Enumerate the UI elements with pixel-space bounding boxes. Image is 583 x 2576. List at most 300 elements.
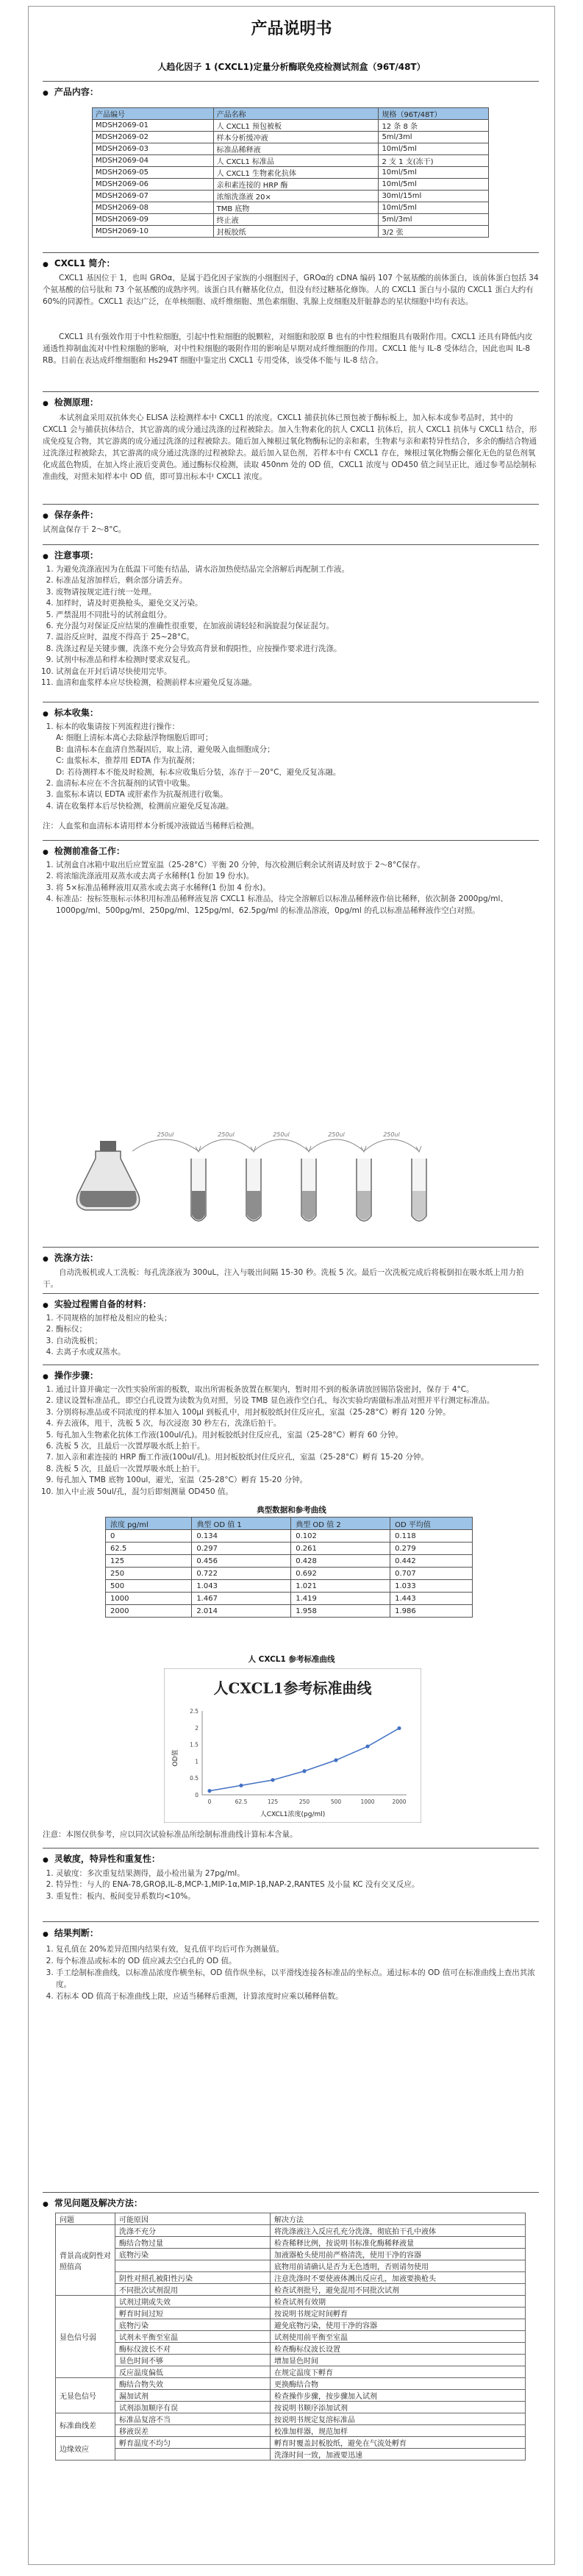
table-cell: 漏加试剂 [115, 2390, 271, 2402]
data-point [334, 1758, 337, 1762]
table-row [93, 132, 489, 143]
section-title: 实验过程需自备的材料： [54, 1299, 151, 1309]
list-item: 2. 每个标准品或标本的 OD 值应减去空白孔的 OD 值。 [56, 1955, 541, 1967]
table-cell: 试剂添加顺序有误 [115, 2402, 271, 2413]
table-cell: 试剂使用前平衡至室温 [271, 2331, 526, 2343]
chart-caption: 人 CXCL1 参考标准曲线 [248, 1655, 335, 1664]
y-tick-label: 1 [195, 1758, 198, 1765]
table-cell: 酶标仪波长不对 [115, 2343, 271, 2355]
table-cell: 0.722 [192, 1568, 291, 1580]
faq-problem-cell: 显色信号弱 [56, 2296, 115, 2378]
table-cell: 10ml/5ml [379, 167, 489, 179]
list-item: 6. 充分混匀对保证反应结果的准确性很重要，在加液前请轻轻和涡旋混匀保证混匀。 [56, 621, 545, 632]
list-item: 4. 加样时，请及时更换枪头，避免交叉污染。 [56, 598, 545, 609]
table-row [93, 214, 489, 226]
table-cell: 标准品复溶不当 [115, 2413, 271, 2425]
table-cell: 0.102 [291, 1530, 390, 1543]
bullet-icon: ● [43, 849, 49, 856]
table-row [56, 2402, 526, 2413]
section-heading-intro [43, 257, 115, 269]
transfer-volume-label: 250ul [383, 1131, 400, 1138]
table-row [56, 2225, 526, 2237]
table-row [106, 1593, 473, 1605]
section-title: 注意事项： [54, 550, 99, 561]
table-cell: 显色时间不够 [115, 2355, 271, 2366]
bullet-icon: ● [43, 400, 49, 408]
table-cell: 在规定温度下孵育 [271, 2366, 526, 2378]
table-cell: 10ml/5ml [379, 179, 489, 191]
table-cell: 1.043 [192, 1580, 291, 1593]
list-item: 3. 将 5×标准品稀释液用双蒸水或去离子水稀释(1 份加 4 份水)。 [56, 883, 545, 894]
list-item: 6. 洗板 5 次，且最后一次置厚吸水纸上拍干。 [56, 1441, 545, 1452]
list-item: 8. 洗板 5 次，且最后一次置厚吸水纸上拍干。 [56, 1464, 545, 1475]
table-cell: 2000 [106, 1605, 192, 1618]
transfer-arrow [132, 1139, 198, 1151]
section-divider [43, 1293, 539, 1294]
section-divider [43, 252, 539, 253]
list-item: 9. 试剂中标准品和样本检测时要求双复孔。 [56, 655, 545, 666]
transfer-arrow [309, 1139, 364, 1151]
table-row [56, 2308, 526, 2319]
table-cell: 孵育时间过短 [115, 2308, 271, 2319]
list-item: 1. 复孔值在 20%差异范围内结果有效，复孔值平均后可作为测量值。 [56, 1943, 541, 1955]
section-divider [43, 81, 539, 82]
list-item: 3. 废物请按规定进行统一处理。 [56, 587, 545, 598]
table-cell: 5ml/3ml [379, 214, 489, 226]
wash-text: 自动洗板机或人工洗板：每孔洗涤液为 300uL，注入与吸出间隔 15-30 秒。洗板 5 次。最后一次洗板完成后将板倒扣在吸水纸上用力拍干。 [43, 1268, 524, 1289]
section-title: 洗涤方法： [54, 1253, 99, 1263]
table-cell: 1.033 [390, 1580, 473, 1593]
table-row [56, 2449, 526, 2461]
column-header: 典型 OD 值 2 [291, 1518, 390, 1530]
table-row [106, 1530, 473, 1543]
table-cell: 检查操作步骤，按步骤加入试剂 [271, 2390, 526, 2402]
serial-dilution-illustration [74, 1129, 456, 1239]
bullet-icon: ● [43, 2201, 49, 2208]
y-tick-label: 2.5 [190, 1708, 198, 1715]
table-cell: 浓缩洗涤液 20× [213, 191, 379, 202]
table-cell: 反应温度偏低 [115, 2366, 271, 2378]
table-row [56, 2260, 526, 2272]
table-cell: MDSH2069-08 [93, 202, 214, 214]
section-divider [43, 1921, 539, 1922]
section-title: 操作步骤： [54, 1370, 99, 1381]
list-item: 3. 自动洗板机； [56, 1336, 545, 1347]
standard-curve-chart [164, 1668, 421, 1823]
table-cell: 0.118 [390, 1530, 473, 1543]
y-tick-label: 0.5 [190, 1775, 198, 1782]
table-cell: 移液误差 [115, 2425, 271, 2437]
table-cell: 125 [106, 1555, 192, 1568]
table-cell: 增加显色时间 [271, 2355, 526, 2366]
list-item: 5. 严禁混用不同批号的试剂盒组分。 [56, 610, 545, 621]
table-cell: 酶结合物过量 [115, 2237, 271, 2249]
bullet-icon: ● [43, 1931, 49, 1938]
table-cell: 酶结合物失效 [115, 2378, 271, 2390]
table-cell: 底物用前请确认是否为无色透明，否则请勿使用 [271, 2260, 526, 2272]
table-cell: 封板胶纸 [213, 226, 379, 238]
table-row [56, 2331, 526, 2343]
list-item: 3. 手工绘制标准曲线，以标准品浓度作横坐标，OD 值作纵坐标，以平滑线连接各标准品的坐标点。通过标本的 OD 值可在标准曲线上查出其浓度。 [56, 1967, 541, 1990]
column-header: 规格（96T/48T） [379, 108, 489, 120]
reagent-bottle-icon [76, 1141, 139, 1210]
bullet-icon: ● [43, 711, 49, 718]
table-row [56, 2413, 526, 2425]
list-item: 1. 试剂盒自冰箱中取出后应置室温（25-28°C）平衡 20 分钟，每次检测后剩余试剂请及时放于 2～8°C保存。 [56, 860, 545, 871]
x-tick-label: 62.5 [235, 1798, 248, 1805]
table-cell: 洗涤不充分 [115, 2225, 271, 2237]
column-header: 问题 [56, 2213, 115, 2225]
list-item: 4. 弃去液体，甩干，洗板 5 次，每次浸泡 30 秒左右，洗涤后拍干。 [56, 1418, 545, 1429]
section-title: 标本收集： [54, 708, 99, 718]
document-title: 产品说明书 [251, 20, 332, 38]
list-item: 4. 去离子水或双蒸水。 [56, 1347, 545, 1358]
table-cell: TMB 底物 [213, 202, 379, 214]
list-item: 4. 标准品：按标签瓶标示体积用标准品稀释液复溶 CXCL1 标准品，待完全溶解后以标准品稀释液作倍比稀释，依次制备 2000pg/ml、1000pg/ml、500pg/ml、250pg/ml、125pg/ml、62.5pg/ml 的标准品溶液，0pg/ml 的孔以标准品稀释液作空白对照。 [56, 894, 545, 917]
table-cell: 按说明书规定时间孵育 [271, 2308, 526, 2319]
results-list [43, 1943, 541, 2002]
results-section [43, 1921, 539, 2002]
transfer-arrow [198, 1139, 254, 1151]
section-divider [43, 544, 539, 545]
data-point [397, 1726, 401, 1730]
table-cell: 0.442 [390, 1555, 473, 1568]
table-cell: 500 [106, 1580, 192, 1593]
section-title: 常见问题及解决方法： [54, 2198, 143, 2208]
list-item: 3. 重复性：板内、板间变异系数均<10%。 [56, 1891, 545, 1902]
list-item: B: 血清标本在血清自然凝固后，取上清，避免吸入血细胞成分； [56, 744, 275, 754]
table-cell: 0.692 [291, 1568, 390, 1580]
prep-list [43, 860, 545, 917]
table-cell: 2 支 1 支(冻干) [379, 155, 489, 167]
table-row [56, 2378, 526, 2390]
table-row [93, 179, 489, 191]
table-cell: 试剂过期或失效 [115, 2296, 271, 2308]
table-row [106, 1568, 473, 1580]
section-heading-notes [43, 549, 99, 561]
table-row [106, 1543, 473, 1555]
column-header: 典型 OD 值 1 [192, 1518, 291, 1530]
section-heading-results [43, 1926, 539, 1939]
table-row [106, 1555, 473, 1568]
table-cell: 孵育温度不均匀 [115, 2437, 271, 2449]
section-title: 产品内容： [54, 87, 99, 97]
list-item: C: 血浆标本，推荐用 EDTA 作为抗凝剂； [56, 756, 200, 766]
y-tick-label: 2 [195, 1724, 198, 1732]
section-heading-materials [43, 1298, 151, 1310]
table-row [93, 167, 489, 179]
list-item: D: 若待测样本不能及时检测，标本应收集后分装，冻存于－20°C，避免反复冻融。 [56, 767, 341, 777]
list-item [56, 722, 545, 778]
table-cell: 检查试剂有效期 [271, 2296, 526, 2308]
x-tick-label: 500 [330, 1798, 342, 1805]
contents-table [92, 107, 489, 238]
transfer-volume-label: 250ul [273, 1131, 290, 1138]
list-item: 1. 不同规格的加样枪及相应的枪头； [56, 1313, 545, 1324]
list-item: 7. 温浴反应时，温度不得高于 25~28°C。 [56, 632, 545, 643]
table-row [56, 2343, 526, 2355]
section-divider [43, 1247, 539, 1248]
y-tick-label: 0 [195, 1792, 198, 1798]
table-cell: 试剂未平衡至室温 [115, 2331, 271, 2343]
list-item: 2. 特异性：与人的 ENA-78,GROβ,IL-8,MCP-1,MIP-1α,MIP-1β,NAP-2,RANTES 及小鼠 KC 没有交叉反应。 [56, 1879, 545, 1890]
table-cell: 10ml/5ml [379, 202, 489, 214]
table-cell: 加液器枪头使用前严格清洗，使用干净的容器 [271, 2249, 526, 2260]
table-cell: 底物污染 [115, 2319, 271, 2331]
table-cell: 人 CXCL1 预包被板 [213, 120, 379, 132]
list-item: 2. 标准品复溶加样后，剩余部分请丢弃。 [56, 575, 545, 586]
table-cell: 人 CXCL1 生物素化抗体 [213, 167, 379, 179]
table-cell: 不同批次试剂混用 [115, 2284, 271, 2296]
table-cell: MDSH2069-10 [93, 226, 214, 238]
table-cell: 3/2 张 [379, 226, 489, 238]
table-row [93, 143, 489, 155]
table-cell: 底物污染 [115, 2249, 271, 2260]
table-cell: 校准加样器，规范加样 [271, 2425, 526, 2437]
test-tube-icon [301, 1159, 316, 1221]
table-cell: 标准品稀释液 [213, 143, 379, 155]
table-cell: 阴性对照孔被阳性污染 [115, 2272, 271, 2284]
table-cell: 样本分析缓冲液 [213, 132, 379, 143]
x-tick-label: 1000 [360, 1798, 375, 1805]
list-item: 1. 通过计算并确定一次性实验所需的板数，取出所需板条放置在框架内，暂时用不到的板条请放回锡箔袋密封，保存于 4°C。 [56, 1384, 545, 1395]
section-heading-contents [43, 85, 99, 98]
table-cell: 按说明书规定复溶标准品 [271, 2413, 526, 2425]
table-cell [115, 2449, 271, 2461]
bullet-icon: ● [43, 553, 49, 561]
section-heading-wash [43, 1251, 99, 1264]
test-tube-icon [412, 1159, 426, 1221]
bullet-icon: ● [43, 1256, 49, 1263]
table-cell: 洗涤时间一致，加液要迅速 [271, 2449, 526, 2461]
data-point [365, 1745, 369, 1748]
table-row [56, 2366, 526, 2378]
materials-list [43, 1313, 545, 1359]
list-item: A: 细胞上清标本离心去除悬浮物细胞后即可； [56, 733, 213, 743]
list-item: 8. 洗涤过程是关键步骤，洗涤不充分会导致高背景和假阳性，应按操作要求进行洗涤。 [56, 644, 545, 655]
chart-title: 人CXCL1参考标准曲线 [213, 1679, 372, 1697]
table-header-row [56, 2213, 526, 2225]
product-subtitle: 人趋化因子 1 (CXCL1)定量分析酶联免疫检测试剂盒（96T/48T） [157, 62, 426, 72]
x-tick-label: 0 [207, 1798, 212, 1805]
section-heading-steps [43, 1369, 99, 1381]
table-cell: 0.707 [390, 1568, 473, 1580]
table-cell: 0.279 [390, 1543, 473, 1555]
test-tube-icon [357, 1159, 371, 1221]
table-row [56, 2425, 526, 2437]
table-cell: MDSH2069-04 [93, 155, 214, 167]
test-tube-icon [246, 1159, 261, 1221]
table-cell: MDSH2069-03 [93, 143, 214, 155]
table-row [56, 2249, 526, 2260]
table-row [56, 2319, 526, 2331]
bullet-icon: ● [43, 90, 49, 97]
table-cell: 2.014 [192, 1605, 291, 1618]
transfer-arrow [254, 1139, 309, 1151]
list-item: 3. 血浆标本请以 EDTA 或肝素作为抗凝剂进行收集。 [56, 789, 545, 800]
list-item: 10. 试剂盒在开封后请尽快使用完毕。 [56, 666, 545, 677]
x-tick-label: 125 [267, 1798, 279, 1805]
table-cell: 将洗涤液注入反应孔充分洗涤，彻底拍干孔中液体 [271, 2225, 526, 2237]
table-cell: 5ml/3ml [379, 132, 489, 143]
steps-list [43, 1384, 545, 1498]
table-row [106, 1605, 473, 1618]
table-row [106, 1580, 473, 1593]
table-cell [115, 2260, 271, 2272]
storage-text: 试剂盒保存于 2～8°C。 [43, 525, 126, 534]
table-cell: MDSH2069-02 [93, 132, 214, 143]
table-row [93, 120, 489, 132]
table-cell: 1.986 [390, 1605, 473, 1618]
x-tick-label: 250 [298, 1798, 310, 1805]
chart-x-label: 人CXCL1浓度(pg/ml) [260, 1811, 326, 1818]
table-cell: 62.5 [106, 1543, 192, 1555]
data-point [239, 1784, 243, 1787]
section-divider [43, 391, 539, 392]
list-item: 4. 请在收集样本后尽快检测，检测前应避免反复冻融。 [56, 801, 545, 812]
list-item: 2. 血清标本应在不含抗凝剂的试管中收集。 [56, 778, 545, 789]
table-cell: 0.456 [192, 1555, 291, 1568]
x-tick-label: 2000 [392, 1798, 407, 1805]
table-row [56, 2284, 526, 2296]
table-cell: 避免底物污染，使用干净的容器 [271, 2319, 526, 2331]
section-divider [43, 2192, 539, 2193]
list-item: 1. 灵敏度：多次重复结果测得，最小检出量为 27pg/ml。 [56, 1868, 545, 1879]
table-row [93, 226, 489, 238]
table-cell: 按说明书顺序添加试剂 [271, 2402, 526, 2413]
data-table-caption: 典型数据和参考曲线 [257, 1506, 326, 1515]
intro-paragraph-2: CXCL1 具有强效作用于中性粒细胞，引起中性粒细胞的脱颗粒，对细胞和胶原 B 也有的中性粒细胞具有吸附作用。CXCL1 还具有降低内皮通透性抑制血流对中性粒细胞的影响，对中性粒细胞的吸附作用的影响是早期对成纤维细胞的作用。CXCL1 能与 IL-8 受体结合，因此也叫 IL-8 RB。目前在表达成纤维细胞和 Hs294T 细胞中鉴定出 CXCL1 专用受体，该受体不能与 IL-8 结合。 [43, 332, 533, 365]
test-tube-icon [191, 1159, 206, 1221]
table-cell: 0.428 [291, 1555, 390, 1568]
bullet-icon: ● [43, 1857, 49, 1864]
principle-paragraph: 本试剂盒采用双抗体夹心 ELISA 法检测样本中 CXCL1 的浓度。CXCL1 捕获抗体已预包被于酶标板上，加入标本或参考品时，其中的 CXCL1 会与捕获抗体结合，其它游离的成分通过洗涤的过程被除去。加入生物素化的抗人 CXCL1 抗体后，抗人 CXCL1 抗体与 CXCL1 结合，形成免疫复合物，其它游离的成分通过洗涤的过程被除去。随后加入辣根过氧化物酶标记的亲和素，生物素与亲和素特异性结合，多余的酶结合物通过洗涤过程被除去，其它游离的成分通过洗涤的过程被除去。最后加入显色剂，若样本中有 CXCL1 存在，辣根过氧化物酶会催化无色的显色剂氧化成蓝色物质，在加入终止液后变黄色。通过酶标仪检测，读取 450nm 处的 OD 值，CXCL1 浓度与 OD450 值之间呈正比，通过参考品绘制标准曲线，对照未知样本中 OD 值，即可算出标本中 CXCL1 浓度。 [43, 413, 537, 481]
table-cell: 0.134 [192, 1530, 291, 1543]
table-cell: 检查试剂批号，避免混用不同批次试剂 [271, 2284, 526, 2296]
table-row [56, 2355, 526, 2366]
section-title: 灵敏度，特异性和重复性： [54, 1854, 160, 1864]
table-cell: 0.261 [291, 1543, 390, 1555]
table-row [93, 191, 489, 202]
data-point [207, 1789, 211, 1793]
table-cell: 检查稀释比例，按说明书标准化酶稀释液量 [271, 2237, 526, 2249]
section-heading-sample [43, 706, 99, 719]
list-item: 11. 血清和血浆样本应尽快检测，检测前样本应避免反复冻融。 [56, 677, 545, 689]
data-point [302, 1769, 306, 1773]
list-item: 3. 分别将标准品或不同浓度的样本加入 100μl 到板孔中，用封板胶纸封住反应孔，室温（25-28°C）孵育 120 分钟。 [56, 1407, 545, 1418]
list-item: 2. 酶标仪； [56, 1324, 545, 1335]
section-heading-faq [43, 2196, 143, 2209]
column-header: OD 平均值 [390, 1518, 473, 1530]
transfer-arrow [364, 1139, 419, 1151]
table-cell: MDSH2069-05 [93, 167, 214, 179]
performance-list [43, 1868, 545, 1902]
sample-list [43, 722, 545, 812]
table-row [56, 2272, 526, 2284]
table-header-row [93, 108, 489, 120]
section-heading-principle [43, 396, 99, 408]
table-cell: 更换酶结合物 [271, 2378, 526, 2390]
y-tick-label: 1.5 [190, 1741, 198, 1748]
list-item: 2. 建议设置标准品孔，即空白孔设置为读数为负对照，另设 TMB 显色液作空白孔，每次实验均需做标准品对照并平行测定标准品。 [56, 1395, 545, 1406]
table-row [56, 2437, 526, 2449]
transfer-volume-label: 250ul [328, 1131, 345, 1138]
table-cell: 孵育时覆盖封板胶纸，避免在气流处孵育 [271, 2437, 526, 2449]
typical-data-table [105, 1517, 473, 1618]
table-cell: MDSH2069-06 [93, 179, 214, 191]
bullet-icon: ● [43, 1302, 49, 1309]
table-row [56, 2296, 526, 2308]
faq-problem-cell: 无显色信号 [56, 2378, 115, 2413]
table-cell: 0 [106, 1530, 192, 1543]
section-heading-performance [43, 1852, 160, 1865]
faq-problem-cell: 边缘效应 [56, 2437, 115, 2461]
table-cell: 1.958 [291, 1605, 390, 1618]
table-cell: 亲和素连接的 HRP 酶 [213, 179, 379, 191]
section-divider [43, 840, 539, 841]
sample-sublist [56, 733, 545, 778]
table-cell: 1.021 [291, 1580, 390, 1593]
column-header: 可能原因 [115, 2213, 271, 2225]
table-cell: 人 CXCL1 标准品 [213, 155, 379, 167]
notes-list [43, 564, 545, 689]
chart-note: 注意：本图仅供参考，应以同次试验标准品所绘制标准曲线计算标本含量。 [43, 1830, 298, 1839]
bullet-icon: ● [43, 1373, 49, 1381]
list-item: 5. 每孔加入生物素化抗体工作液(100ul/孔)。用封板胶纸封住反应孔，室温（25-28°C）孵育 60 分钟。 [56, 1430, 545, 1441]
faq-problem-cell: 背景高或阴性对照值高 [56, 2225, 115, 2296]
section-heading-storage [43, 508, 99, 521]
transfer-volume-label: 250ul [218, 1131, 235, 1138]
section-title: 结果判断： [54, 1928, 99, 1938]
table-cell: 12 条 8 条 [379, 120, 489, 132]
table-cell: 终止液 [213, 214, 379, 226]
list-item: 9. 每孔加入 TMB 底物 100ul，避光，室温（25-28°C）孵育 15-20 分钟。 [56, 1475, 545, 1486]
table-header-row [106, 1518, 473, 1530]
table-cell: 0.297 [192, 1543, 291, 1555]
bullet-icon: ● [43, 513, 49, 520]
list-item: 10. 加入中止液 50ul/孔，混匀后即刻测量 OD450 值。 [56, 1487, 545, 1498]
list-item: 2. 将浓缩洗涤液用双蒸水或去离子水稀释(1 份加 19 份水)。 [56, 871, 545, 882]
section-heading-prep [43, 844, 125, 857]
table-cell: MDSH2069-01 [93, 120, 214, 132]
faq-table [55, 2213, 526, 2461]
section-divider [43, 1848, 539, 1849]
table-cell: 10ml/5ml [379, 143, 489, 155]
transfer-volume-label: 250ul [157, 1131, 174, 1138]
table-row [56, 2237, 526, 2249]
table-cell: 1.443 [390, 1593, 473, 1605]
table-cell: 1.419 [291, 1593, 390, 1605]
list-item-text: 标本的收集请按下列流程进行操作： [56, 722, 179, 731]
list-item: 4. 若标本 OD 值高于标准曲线上限，应适当稀释后重测，计算浓度时应乘以稀释倍数。 [56, 1990, 541, 2002]
table-row [93, 202, 489, 214]
list-item: 7. 加入亲和素连接的 HRP 酶工作液(100ul/孔)。用封板胶纸封住反应孔，室温（25-28°C）孵育 15-20 分钟。 [56, 1452, 545, 1463]
table-cell: 检查酶标仪波长设置 [271, 2343, 526, 2355]
column-header: 产品名称 [213, 108, 379, 120]
column-header: 浓度 pg/ml [106, 1518, 192, 1530]
table-cell: 250 [106, 1568, 192, 1580]
bullet-icon: ● [43, 261, 49, 268]
section-divider [43, 504, 539, 505]
faq-problem-cell: 标准曲线差 [56, 2413, 115, 2437]
section-title: 检测原理： [54, 397, 99, 408]
column-header: 产品编号 [93, 108, 214, 120]
data-point [271, 1778, 274, 1782]
table-cell: 注意洗涤时不要使液体溅出反应孔，加液要换枪头 [271, 2272, 526, 2284]
section-title: CXCL1 简介： [54, 258, 115, 268]
table-row [93, 155, 489, 167]
sample-note: 注：人血浆和血清标本请用样本分析缓冲液做适当稀释后检测。 [43, 822, 259, 830]
